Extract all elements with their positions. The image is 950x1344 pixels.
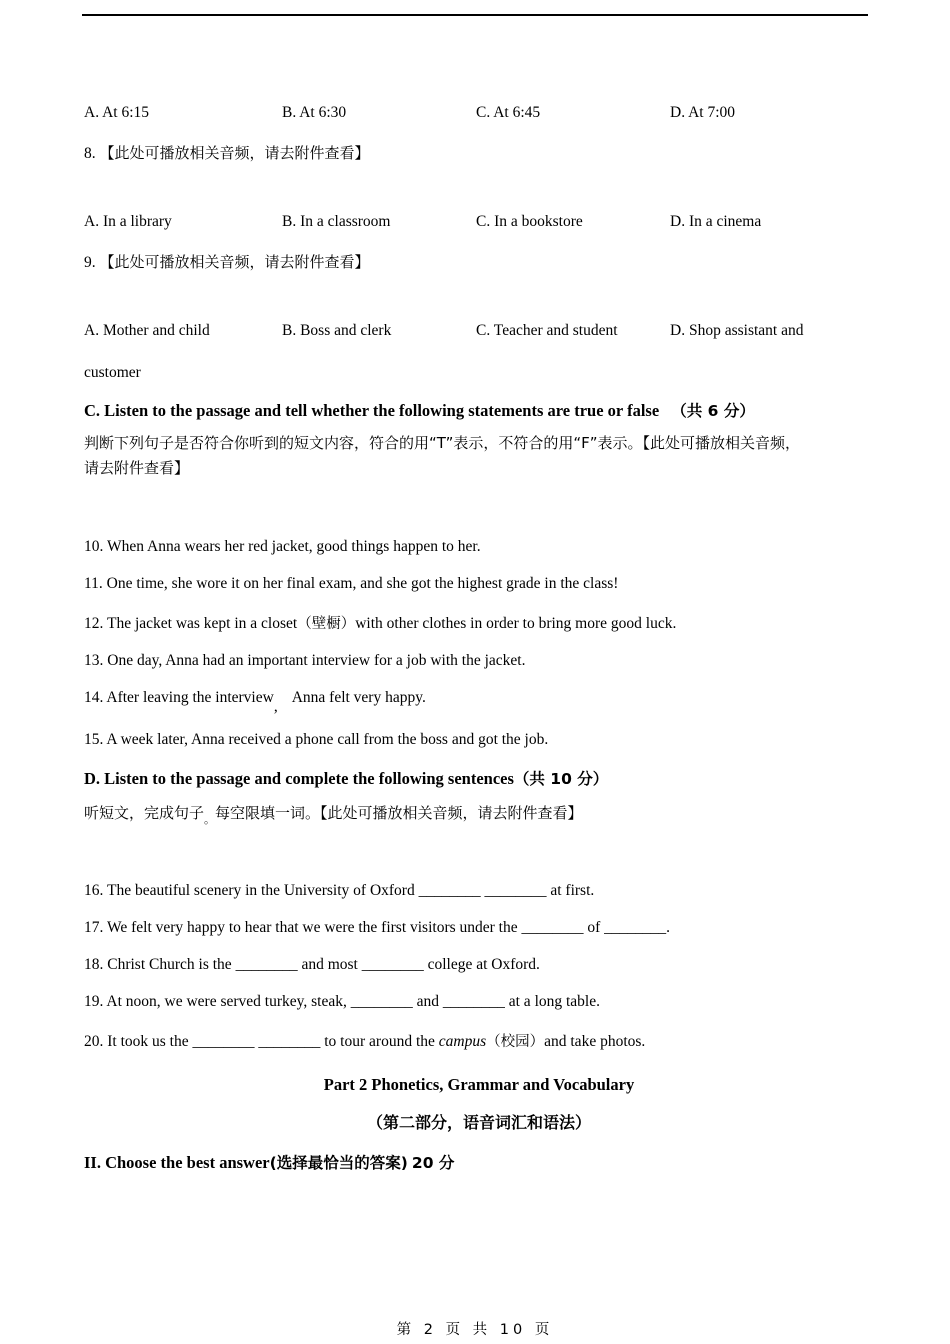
statement-11: 11. One time, she wore it on her final exam, and she got the highest grade in the class!	[84, 574, 619, 592]
question-9-audio-note[interactable]: 【此处可播放相关音频，请去附件查看】	[99, 253, 370, 271]
option-c[interactable]: C. At 6:45	[476, 104, 541, 121]
statement-14-before: 14. After leaving the interview	[84, 688, 274, 706]
part-2-subtitle: （第二部分，语音词汇和语法）	[366, 1113, 591, 1133]
item-17-blank-1[interactable]: ________	[521, 919, 584, 937]
item-18-before: 18. Christ Church is the	[84, 956, 232, 974]
statement-14-stray-comma: ,	[273, 697, 278, 715]
statement-15: 15. A week later, Anna received a phone call from the boss and got the job.	[84, 730, 549, 748]
question-9-options	[84, 322, 874, 344]
option-b[interactable]: B. Boss and clerk	[282, 322, 392, 339]
section-d-instruction-b: 每空限填一词。【此处可播放相关音频，请去附件查看】	[215, 803, 583, 822]
item-20-blank-2[interactable]: ________	[258, 1033, 321, 1051]
item-19-after: at a long table.	[508, 993, 600, 1011]
item-16-after: at first.	[550, 882, 595, 900]
item-16-blank-2[interactable]: ________	[484, 882, 547, 900]
option-d[interactable]: D. Shop assistant and	[670, 322, 804, 339]
item-20-gloss: （校园）	[486, 1034, 545, 1051]
section-d-instruction-a: 听短文，完成句子	[84, 803, 205, 822]
section-d-heading	[84, 767, 874, 789]
item-20-blank-1[interactable]: ________	[192, 1033, 255, 1051]
item-18-after: college at Oxford.	[427, 956, 540, 974]
item-18-blank-1[interactable]: ________	[235, 956, 298, 974]
statement-14	[84, 688, 874, 715]
statement-12-after: with other clothes in order to bring more good luck.	[355, 614, 677, 632]
question-9-prompt	[84, 251, 874, 272]
item-16-before: 16. The beautiful scenery in the University of Oxford	[84, 882, 415, 900]
section-c-heading	[84, 399, 874, 421]
item-16	[84, 882, 874, 900]
option-d[interactable]: D. At 7:00	[670, 104, 736, 121]
option-c[interactable]: C. Teacher and student	[476, 322, 618, 339]
item-19	[84, 993, 874, 1011]
option-b[interactable]: B. At 6:30	[282, 104, 347, 121]
statement-10: 10. When Anna wears her red jacket, good things happen to her.	[84, 537, 481, 555]
question-7-options	[84, 104, 874, 126]
item-18-blank-2[interactable]: ________	[361, 956, 424, 974]
statement-13: 13. One day, Anna had an important interview for a job with the jacket.	[84, 651, 526, 669]
section-ii-score: 20 分	[411, 1154, 455, 1173]
section-d-score: （共 10 分）	[513, 769, 609, 788]
item-20	[84, 1030, 874, 1051]
item-19-blank-2[interactable]: ________	[442, 993, 505, 1011]
section-d-instruction-stop: 。	[204, 812, 216, 826]
section-c-heading-en: C. Listen to the passage and tell whether the following statements are true or false	[84, 401, 660, 420]
section-ii-heading-en: II. Choose the best answer	[84, 1153, 270, 1173]
section-c-instruction-line2: 请去附件查看】	[84, 458, 190, 477]
item-16-blank-1[interactable]: ________	[418, 882, 481, 900]
option-a[interactable]: A. At 6:15	[84, 104, 150, 121]
question-8-number: 8.	[84, 145, 96, 162]
option-d[interactable]: D. In a cinema	[670, 213, 762, 230]
statement-14-after: Anna felt very happy.	[291, 688, 426, 706]
item-20-italic-word: campus	[438, 1033, 487, 1051]
statement-12-gloss: （壁橱）	[297, 615, 356, 632]
item-17-blank-2[interactable]: ________	[604, 919, 667, 937]
question-9-number: 9.	[84, 254, 96, 271]
option-b[interactable]: B. In a classroom	[282, 213, 391, 230]
item-19-blank-1[interactable]: ________	[350, 993, 413, 1011]
item-20-after: to tour around the	[324, 1033, 435, 1051]
section-d-heading-en: D. Listen to the passage and complete the following sentences	[84, 768, 514, 788]
item-17-mid: of	[587, 919, 601, 937]
section-d-instruction	[84, 801, 874, 826]
item-19-mid: and	[416, 993, 439, 1011]
option-a[interactable]: A. In a library	[84, 213, 172, 230]
option-a[interactable]: A. Mother and child	[84, 322, 210, 339]
item-17-after: .	[666, 919, 671, 937]
section-c-score: （共 6 分）	[671, 402, 755, 420]
page-content	[84, 104, 874, 1173]
option-c[interactable]: C. In a bookstore	[476, 213, 583, 230]
page-footer: 第 2 页 共 10 页	[396, 1322, 554, 1338]
question-8-prompt	[84, 142, 874, 163]
statement-12	[84, 612, 874, 633]
item-17-before: 17. We felt very happy to hear that we were the first visitors under the	[84, 919, 518, 937]
header-rule	[82, 14, 868, 16]
option-d-continuation: customer	[84, 364, 141, 381]
question-8-audio-note[interactable]: 【此处可播放相关音频，请去附件查看】	[99, 144, 370, 162]
part-2-title: Part 2 Phonetics, Grammar and Vocabulary	[323, 1075, 635, 1095]
section-ii-heading-cn: (选择最恰当的答案)	[269, 1154, 408, 1173]
item-17	[84, 919, 874, 937]
section-c-instruction-line1: 判断下列句子是否符合你听到的短文内容，符合的用“T”表示，不符合的用“F”表示。【此处可播放相关音频，	[84, 434, 801, 452]
statement-12-before: 12. The jacket was kept in a closet	[84, 614, 298, 632]
item-18-mid: and most	[301, 956, 358, 974]
section-ii-heading	[84, 1151, 874, 1173]
question-8-options	[84, 213, 874, 235]
item-18	[84, 956, 874, 974]
item-19-before: 19. At noon, we were served turkey, steak,	[84, 993, 347, 1011]
item-20-tail: and take photos.	[544, 1033, 646, 1051]
item-20-before: 20. It took us the	[84, 1033, 189, 1051]
